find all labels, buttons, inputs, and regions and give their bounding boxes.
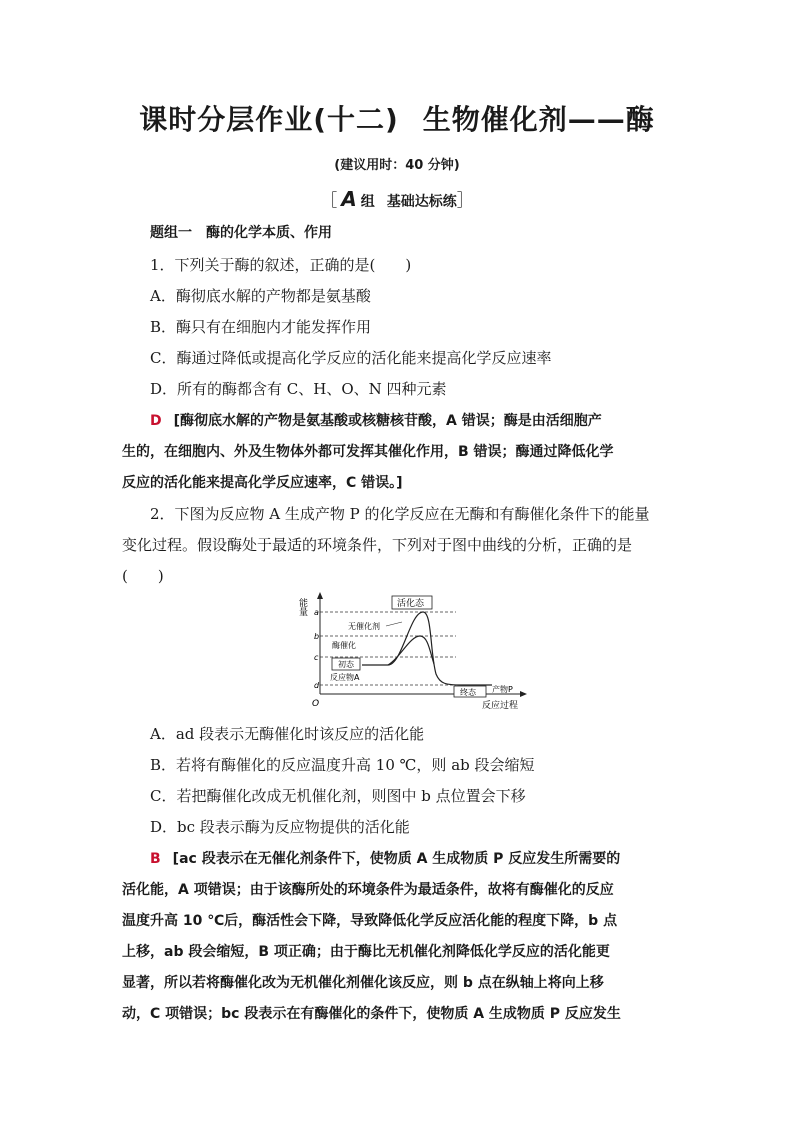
q2-stem-line-1: 2．下图为反应物 A 生成产物 P 的化学反应在无酶和有酶催化条件下的能量 [150, 505, 650, 523]
origin-label: O [312, 699, 320, 709]
q2-option-a: A．ad 段表示无酶催化时该反应的活化能 [150, 725, 425, 743]
q1-option-a: A．酶彻底水解的产物都是氨基酸 [150, 287, 371, 305]
q2-stem-line-3: ( ) [122, 567, 164, 585]
group-heading [0, 186, 794, 211]
product-label: 产物P [492, 685, 513, 694]
q2-option-d: D．bc 段表示酶为反应物提供的活化能 [150, 818, 410, 836]
q1-stem: 1．下列关于酶的叙述，正确的是( ) [150, 256, 412, 274]
topic-name: 酶的化学本质、作用 [206, 225, 332, 241]
x-axis-label: 反应过程 [482, 701, 519, 711]
page-title [0, 98, 794, 138]
q2-explanation-line-2: 活化能，A 项错误；由于该酶所处的环境条件为最适条件，故将有酶催化的反应 [122, 882, 614, 898]
q1-answer: D [150, 413, 162, 429]
group-letter: A [341, 187, 357, 211]
y-axis-label: 能量 [297, 598, 307, 616]
energy-diagram [296, 590, 528, 712]
q2-stem-line-2: 变化过程。假设酶处于最适的环境条件，下列对于图中曲线的分析，正确的是 [122, 536, 633, 554]
q2-answer: B [150, 851, 161, 867]
final-state-label: 终态 [460, 688, 476, 697]
topic-label: 题组一 [150, 225, 192, 241]
level-a: a [314, 608, 319, 617]
q1-option-c: C．酶通过降低或提高化学反应的活化能来提高化学反应速率 [150, 349, 552, 367]
q2-option-b: B．若将有酶催化的反应温度升高 10 ℃，则 ab 段会缩短 [150, 756, 535, 774]
active-state-label: 活化态 [397, 599, 425, 609]
q2-explanation-line-3: 温度升高 10 ℃后，酶活性会下降，导致降低化学反应活化能的程度下降，b 点 [122, 913, 618, 929]
q1-option-b: B．酶只有在细胞内才能发挥作用 [150, 318, 372, 336]
group-label: 组 [360, 194, 375, 210]
title-right: 生物催化剂——酶 [422, 103, 655, 136]
q1-explanation-line-3: 反应的活化能来提高化学反应速率，C 错误。] [122, 475, 403, 491]
title-left: 课时分层作业(十二) [139, 103, 399, 136]
q1-option-d: D．所有的酶都含有 C、H、O、N 四种元素 [150, 380, 447, 398]
q2-option-c: C．若把酶催化改成无机催化剂，则图中 b 点位置会下移 [150, 787, 526, 805]
group-name: 基础达标练 [386, 194, 457, 210]
q2-explanation-line-4: 上移，ab 段会缩短，B 项正确；由于酶比无机催化剂降低化学反应的活化能更 [122, 944, 610, 960]
q2-explanation-line-6: 动，C 项错误；bc 段表示在有酶催化的条件下，使物质 A 生成物质 P 反应发生 [122, 1006, 621, 1022]
q1-explanation-line-1: D [酶彻底水解的产物是氨基酸或核糖核苷酸，A 错误；酶是由活细胞产 [150, 413, 602, 429]
no-catalyst-curve [362, 612, 492, 685]
q1-explanation-line-2: 生的，在细胞内、外及生物体外都可发挥其催化作用，B 错误；酶通过降低化学 [122, 444, 614, 460]
level-b: b [314, 632, 320, 641]
no-catalyst-label: 无催化剂 [348, 622, 380, 631]
group-close-bracket: ］ [456, 191, 474, 211]
group-open-bracket: ［ [320, 191, 338, 211]
initial-state-label: 初态 [338, 660, 354, 669]
no-catalyst-pointer [386, 622, 402, 626]
q2-explanation-line-5: 显著，所以若将酶催化改为无机催化剂催化该反应，则 b 点在纵轴上将向上移 [122, 975, 604, 991]
q2-explanation-line-1: B [ac 段表示在无催化剂条件下，使物质 A 生成物质 P 反应发生所需要的 [150, 851, 621, 867]
x-axis-arrow [520, 691, 527, 697]
suggested-time: (建议用时：40 分钟) [334, 158, 460, 173]
level-c: c [314, 653, 319, 662]
reactant-label: 反应物A [330, 673, 360, 682]
level-d: d [314, 681, 320, 690]
enzyme-label: 酶催化 [332, 641, 356, 650]
y-axis-arrow [317, 592, 323, 599]
topic-heading [150, 222, 332, 242]
